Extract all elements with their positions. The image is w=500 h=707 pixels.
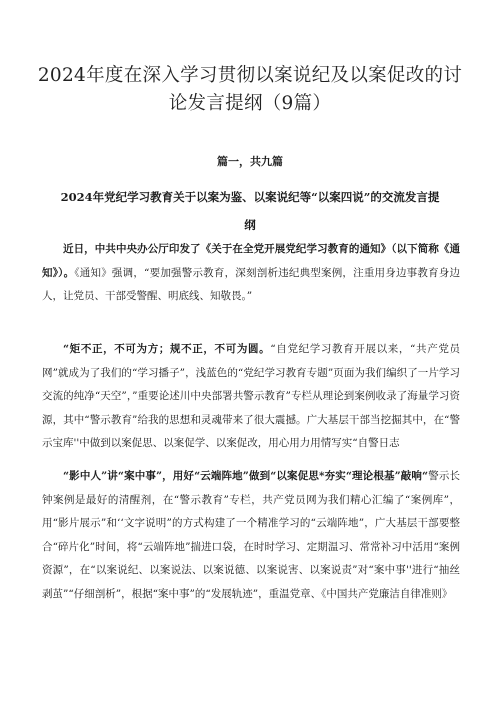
paragraph-3 — [42, 465, 460, 606]
paragraph-3-body: 警示长钟案例是最好的清醒剂，在“警示教育”专栏，共产党员网为我们精心汇编了“案例库”，用“影片展示”和‘‘文字说明”的方式构建了一个精准学习的“云端阵地”，广大基层干部要整合“碎片化”时间，将“云端阵地”揣进口袋，在时时学习、定期温习、常常补习中活用“案例资源”，在“以案说纪、以案说法、以案说德、以案说害、以案说责”对“案中事''进行“抽丝剥茧”“仔细剖析”，根据“案中事”的“发展轨迹”，重温党章、《中国共产党廉洁自律准则》 — [42, 470, 461, 600]
paragraph-1-body: 《通知》强调，“要加强警示教育，深刻剖析违纪典型案例，注重用身边事教育身边人，让党员、干部受警醒、明底线、知敬畏。” — [42, 266, 460, 302]
paragraph-1 — [42, 238, 460, 309]
paragraph-3-lead: “影中人”讲“案中事”，用好“云端阵地”做到“以案促思*夯实“理论根基”敲响“ — [63, 470, 429, 482]
paragraph-2-lead: “矩不正，不可为方；规不正，不可为圆。 — [63, 343, 271, 355]
paragraph-2-body: “自党纪学习教育开展以来，“共产党员网”就成为了我们的“学习播子”，浅蓝色的“党纪学习教育专题”页面为我们编织了一片学习交流的纯净“天空”，”重要论述川中央部署共警示教育”专栏从理论到案例收录了海量学习资源，其中“警示教育”给我的思想和灵魂带来了很大震撼。广大基层干部当挖掘其中，在“警示宝库''中做到以案促思、以案促学、以案促改，用心用力用情写实“自警日志 — [42, 343, 460, 449]
article-title: 2024年党纪学习教育关于以案为鉴、以案说纪等“以案四说”的交流发言提纲 — [60, 190, 440, 232]
paragraph-2 — [42, 338, 460, 456]
section-heading: 篇一，共九篇 — [217, 155, 283, 168]
paragraph-1-lead: 近日，中共中央办公厅印发了《关于在全党开展党纪学习教育的通知》（以下简称《通知》）。 — [42, 243, 460, 279]
document-title: 2024年度在深入学习贯彻以案说纪及以案促改的讨论发言提纲（9篇） — [37, 65, 463, 114]
